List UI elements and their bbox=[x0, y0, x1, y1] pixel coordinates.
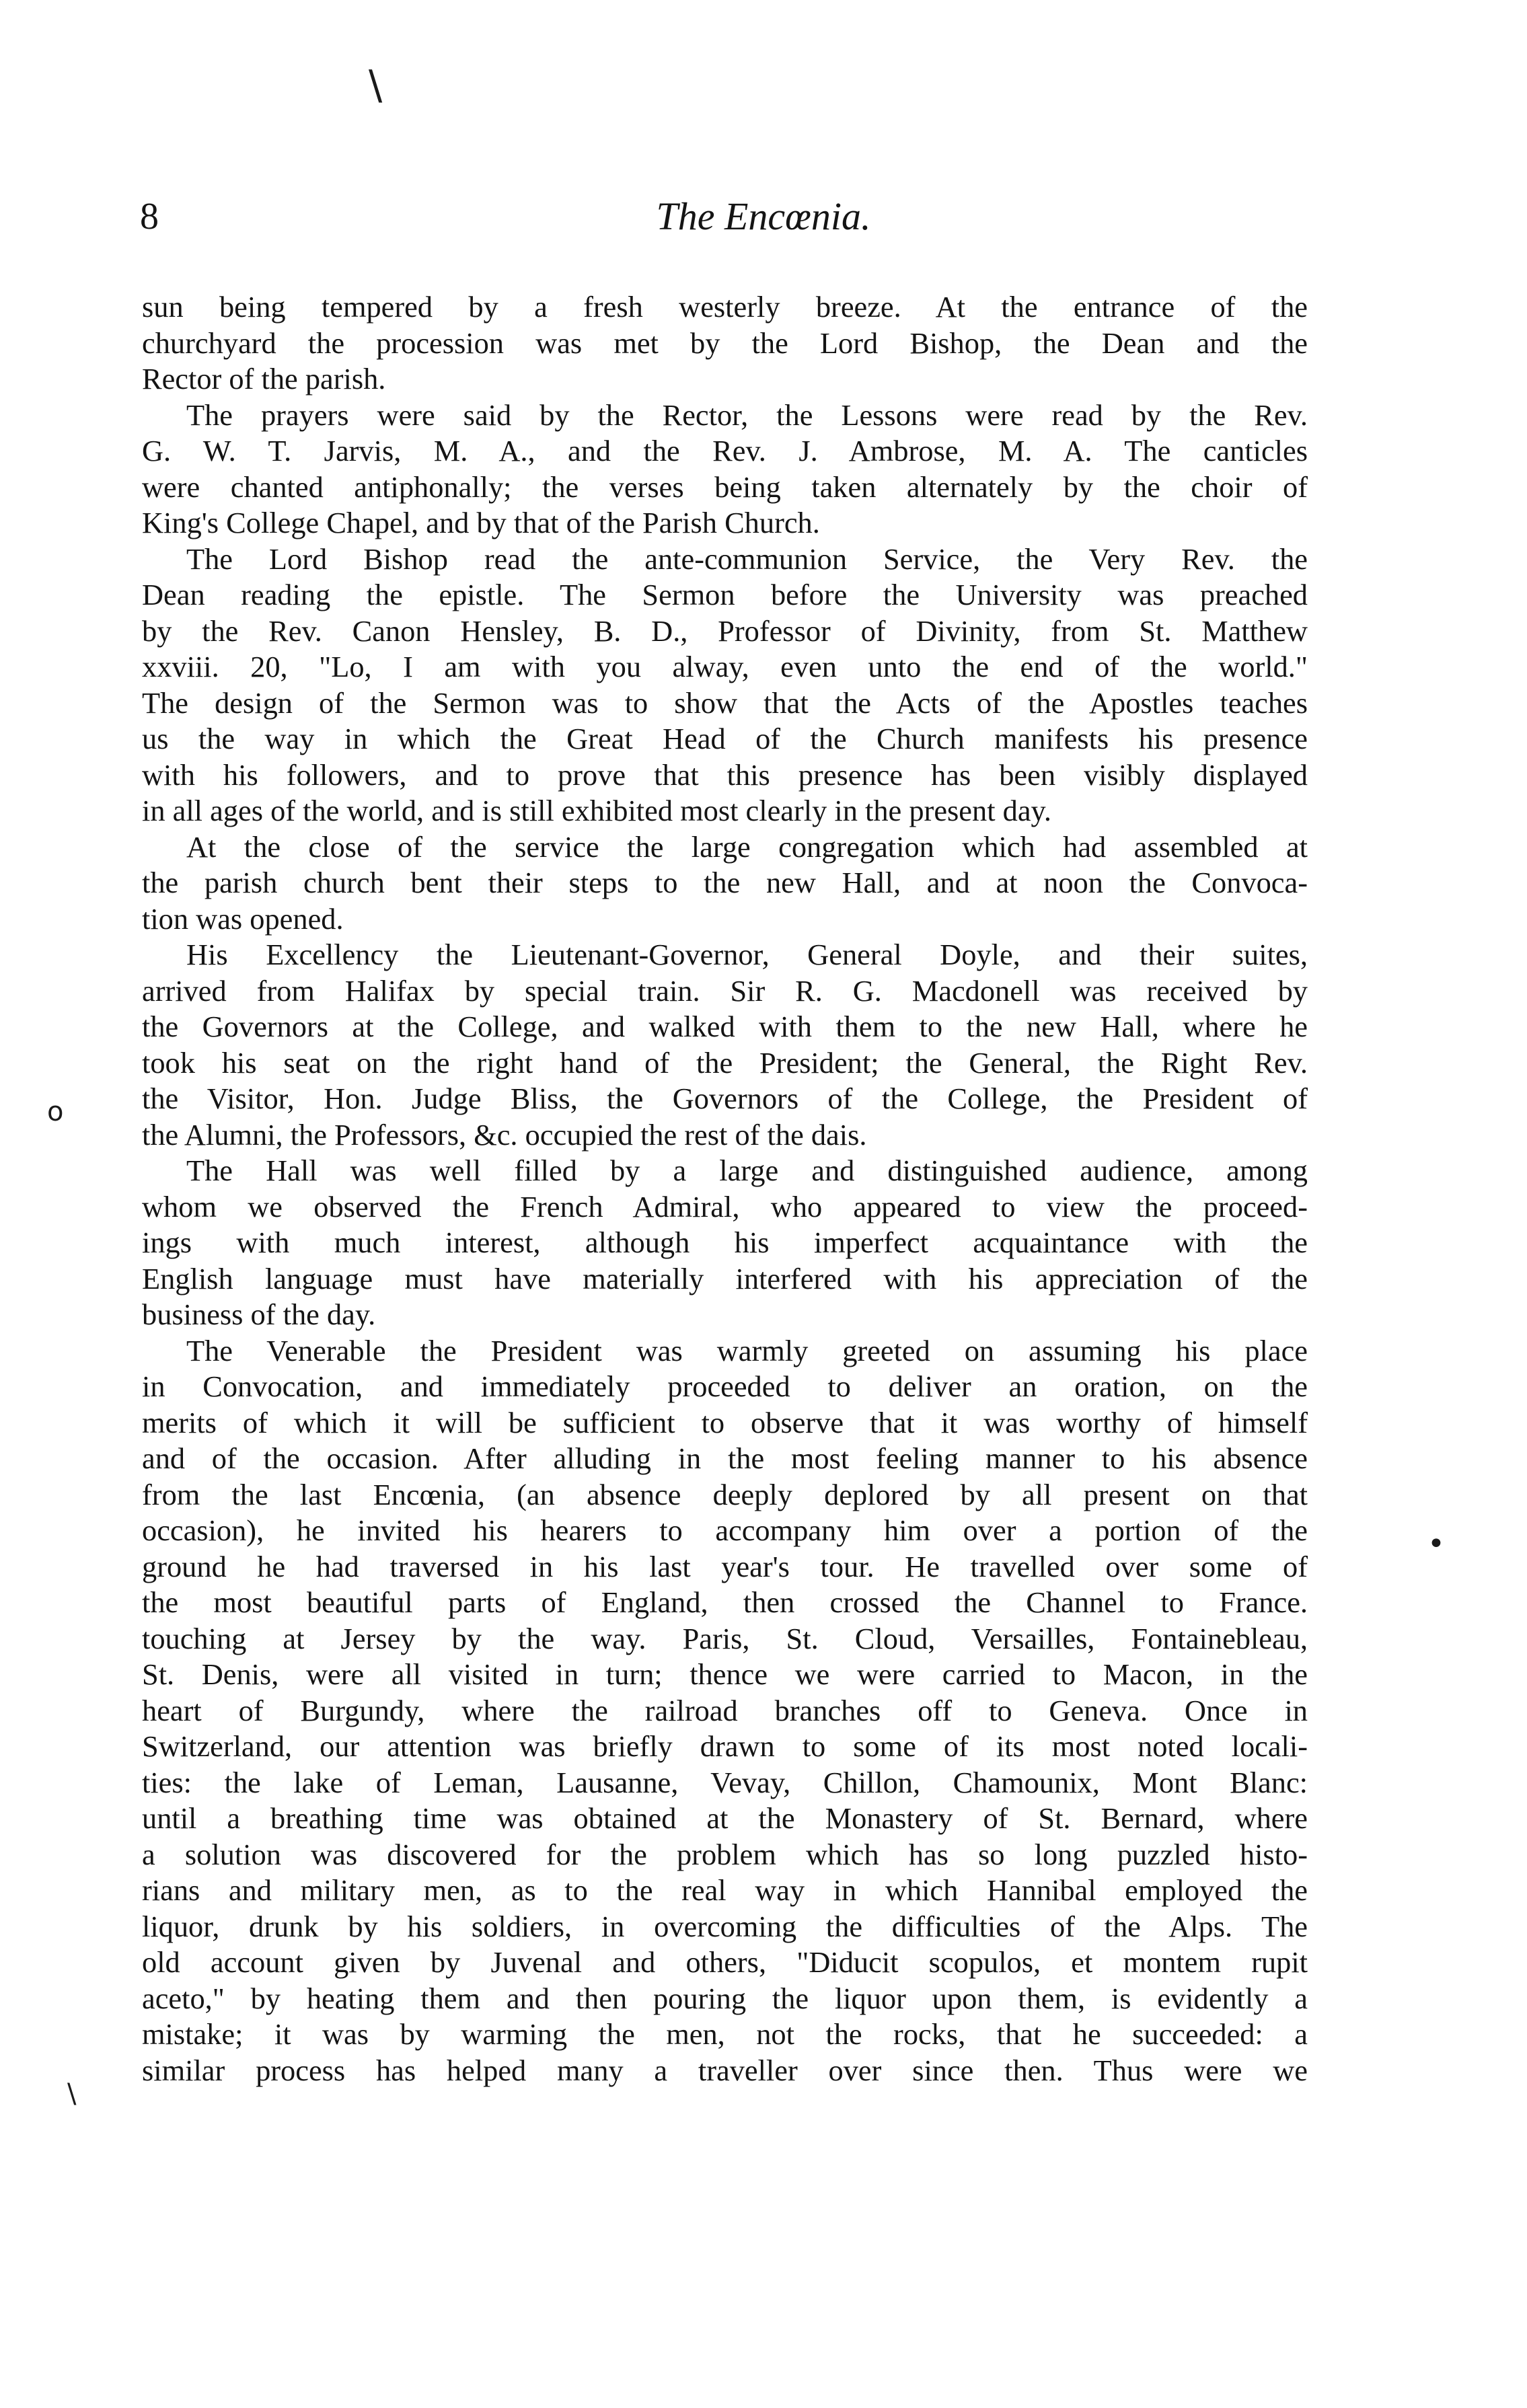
paragraph-line: the Governors at the College, and walked with them to the new Hall, where he bbox=[142, 1010, 1308, 1043]
paragraph-line: merits of which it will be sufficient to observe that it was worthy of himself bbox=[142, 1405, 1308, 1439]
scan-mark-right-dot: • bbox=[1427, 1527, 1445, 1561]
paragraph-line: G. W. T. Jarvis, M. A., and the Rev. J. Ambrose, M. A. The canticles bbox=[142, 434, 1308, 467]
paragraph-2 bbox=[142, 398, 1308, 541]
paragraph-line: tion was opened. bbox=[142, 901, 344, 936]
paragraph-line: in all ages of the world, and is still exhibited most clearly in the present day. bbox=[142, 794, 1051, 827]
paragraph-line: from the last Encœnia, (an absence deeply deplored by all present on that bbox=[142, 1477, 1308, 1511]
paragraph-line: the Visitor, Hon. Judge Bliss, the Governors of the College, the President of bbox=[142, 1082, 1308, 1115]
paragraph-line: liquor, drunk by his soldiers, in overcoming the difficulties of the Alps. The bbox=[142, 1909, 1308, 1943]
paragraph-line: churchyard the procession was met by the Lord Bishop, the Dean and the bbox=[142, 326, 1308, 360]
paragraph-3 bbox=[142, 541, 1308, 829]
page-number: 8 bbox=[140, 196, 159, 237]
paragraph-line: St. Denis, were all visited in turn; thence we were carried to Macon, in the bbox=[142, 1657, 1308, 1691]
paragraph-5 bbox=[142, 937, 1308, 1153]
paragraph-line: xxviii. 20, "Lo, I am with you alway, even unto the end of the world." bbox=[142, 650, 1308, 683]
paragraph-line: whom we observed the French Admiral, who appeared to view the proceed- bbox=[142, 1189, 1308, 1224]
paragraph-line: mistake; it was by warming the men, not the rocks, that he succeeded: a bbox=[142, 2017, 1308, 2051]
paragraph-line: occasion), he invited his hearers to accompany him over a portion of the bbox=[142, 1513, 1308, 1547]
paragraph-line: the Alumni, the Professors, &c. occupied the rest of the dais. bbox=[142, 1117, 867, 1152]
paragraph-line: ings with much interest, although his imperfect acquaintance with the bbox=[142, 1226, 1308, 1259]
paragraph-line: aceto," by heating them and then pouring the liquor upon them, is evidently a bbox=[142, 1981, 1308, 2015]
scan-mark-bottom-stroke: \ bbox=[67, 2078, 77, 2109]
paragraph-line: The design of the Sermon was to show that the Acts of the Apostles teaches bbox=[142, 685, 1308, 720]
paragraph-line: Dean reading the epistle. The Sermon before the University was preached bbox=[142, 578, 1308, 611]
paragraph-line: the parish church bent their steps to the new Hall, and at noon the Convoca- bbox=[142, 866, 1308, 899]
paragraph-line: The Hall was well filled by a large and distinguished audience, among bbox=[186, 1154, 1308, 1187]
paragraph-line: rians and military men, as to the real way in which Hannibal employed the bbox=[142, 1873, 1308, 1907]
running-title: The Encœnia. bbox=[656, 194, 871, 238]
paragraph-line: Rector of the parish. bbox=[142, 362, 386, 396]
paragraph-4 bbox=[142, 829, 1308, 938]
paragraph-line: old account given by Juvenal and others, "Diducit scopulos, et montem rupit bbox=[142, 1945, 1308, 1979]
scan-mark-margin-circle: o bbox=[47, 1096, 64, 1127]
paragraph-line: arrived from Halifax by special train. Sir R. G. Macdonell was received by bbox=[142, 973, 1308, 1008]
paragraph-line: The prayers were said by the Rector, the Lessons were read by the Rev. bbox=[186, 398, 1308, 432]
paragraph-line: touching at Jersey by the way. Paris, St. Cloud, Versailles, Fontainebleau, bbox=[142, 1621, 1308, 1655]
paragraph-line: sun being tempered by a fresh westerly breeze. At the entrance of the bbox=[142, 290, 1308, 324]
paragraph-line: the most beautiful parts of England, then crossed the Channel to France. bbox=[142, 1585, 1308, 1619]
paragraph-line: were chanted antiphonally; the verses being taken alternately by the choir of bbox=[142, 469, 1308, 504]
paragraph-line: Switzerland, our attention was briefly drawn to some of its most noted locali- bbox=[142, 1729, 1308, 1763]
paragraph-line: The Venerable the President was warmly greeted on assuming his place bbox=[186, 1333, 1308, 1367]
paragraph-line: English language must have materially interfered with his appreciation of the bbox=[142, 1261, 1308, 1295]
paragraph-line: similar process has helped many a traveller over since then. Thus were we bbox=[142, 2053, 1308, 2087]
paragraph-6 bbox=[142, 1153, 1308, 1333]
paragraph-line: ties: the lake of Leman, Lausanne, Vevay, Chillon, Chamounix, Mont Blanc: bbox=[142, 1765, 1308, 1799]
paragraph-line: King's College Chapel, and by that of the Parish Church. bbox=[142, 506, 820, 539]
paragraph-line: The Lord Bishop read the ante-communion Service, the Very Rev. the bbox=[186, 541, 1308, 576]
paragraph-line: by the Rev. Canon Hensley, B. D., Professor of Divinity, from St. Matthew bbox=[142, 613, 1308, 648]
scan-mark-stroke: \ bbox=[369, 62, 383, 109]
paragraph-7 bbox=[142, 1333, 1308, 2089]
paragraph-line: heart of Burgundy, where the railroad branches off to Geneva. Once in bbox=[142, 1693, 1308, 1727]
paragraph-line: until a breathing time was obtained at the Monastery of St. Bernard, where bbox=[142, 1801, 1308, 1835]
paragraph-line: business of the day. bbox=[142, 1297, 376, 1331]
paragraph-line: us the way in which the Great Head of the Church manifests his presence bbox=[142, 722, 1308, 755]
paragraph-line: with his followers, and to prove that this presence has been visibly displayed bbox=[142, 757, 1308, 792]
paragraph-line: At the close of the service the large congregation which had assembled at bbox=[186, 829, 1308, 864]
paragraph-line: His Excellency the Lieutenant-Governor, General Doyle, and their suites, bbox=[186, 938, 1308, 971]
paragraph-line: and of the occasion. After alluding in the most feeling manner to his absence bbox=[142, 1441, 1308, 1475]
paragraph-line: ground he had traversed in his last year's tour. He travelled over some of bbox=[142, 1549, 1308, 1583]
paragraph-line: a solution was discovered for the problem which has so long puzzled histo- bbox=[142, 1837, 1308, 1871]
body-text bbox=[142, 289, 1308, 2089]
paragraph-1 bbox=[142, 289, 1308, 398]
paragraph-line: in Convocation, and immediately proceeded to deliver an oration, on the bbox=[142, 1369, 1308, 1403]
paragraph-line: took his seat on the right hand of the President; the General, the Right Rev. bbox=[142, 1045, 1308, 1080]
